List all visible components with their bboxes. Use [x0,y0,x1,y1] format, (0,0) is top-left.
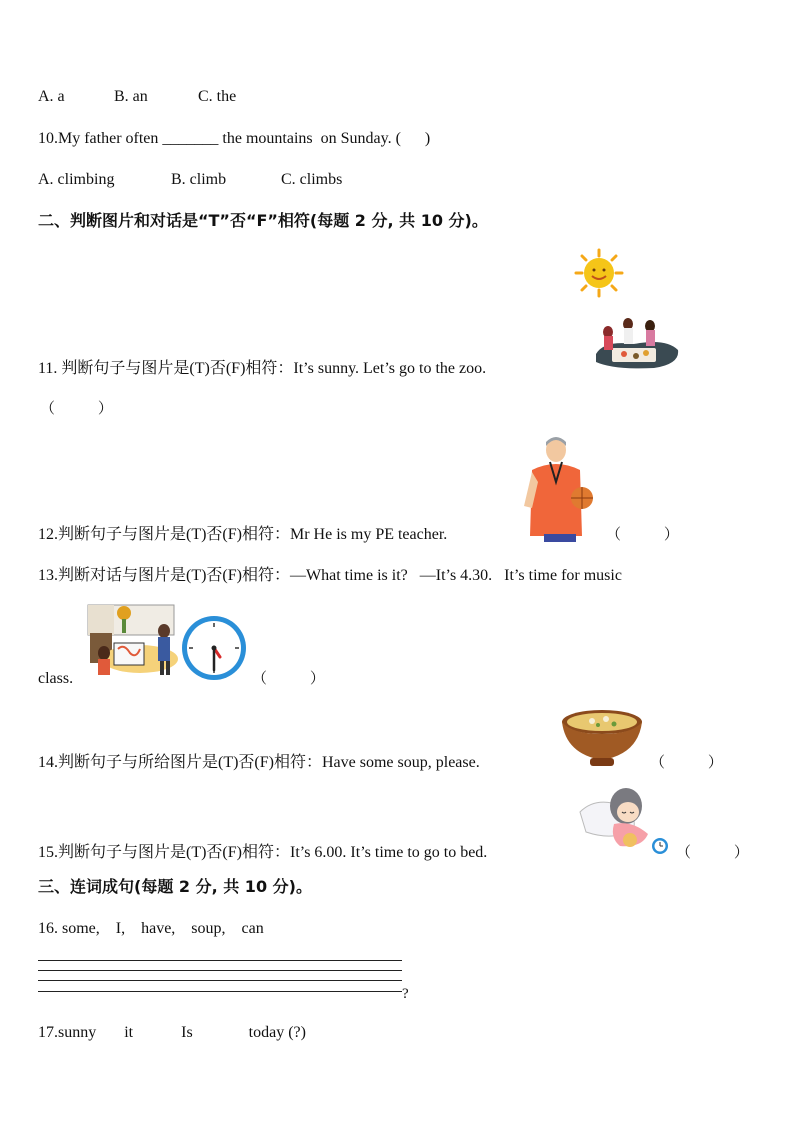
clock-icon [180,612,248,684]
q16-end-mark: ? [402,986,409,1002]
q9-option-c: C. the [198,88,237,105]
question-10 [38,129,430,149]
q10-blank: _______ [162,130,219,147]
q10-option-b: B. climb [171,171,227,188]
q10-suffix: the mountains on Sunday. ( ) [218,130,431,147]
soup-bowl-illustration [560,708,644,770]
question-13: 13.判断对话与图片是(T)否(F)相符：—What time is it? —It’s 4.30. It’s time for music [38,567,622,584]
music-class-illustration [84,603,180,685]
q9-option-a: A. a [38,88,65,105]
section-2-heading: 二、判断图片和对话是“T”否“F”相符(每题 2 分, 共 10 分)。 [38,211,488,230]
q14-answer-blank[interactable]: （ ） [650,753,723,771]
sun-icon [572,248,626,298]
question-14: 14.判断句子与所给图片是(T)否(F)相符：Have some soup, please. [38,754,480,771]
q11-answer-blank[interactable]: （ ） [40,399,113,417]
question-15: 15.判断句子与图片是(T)否(F)相符：It’s 6.00. It’s time to go to bed. [38,844,488,861]
answer-line-4[interactable] [38,991,402,992]
picnic-illustration [594,314,680,370]
question-11: 11. 判断句子与图片是(T)否(F)相符：It’s sunny. Let’s go to the zoo. [38,360,487,377]
answer-line-2[interactable] [38,970,402,971]
answer-line-1[interactable] [38,960,402,961]
answer-line-3[interactable] [38,980,402,981]
section-3-heading: 三、连词成句(每题 2 分, 共 10 分)。 [38,877,312,896]
pe-teacher-illustration [522,436,598,542]
q13-answer-blank[interactable]: （ ） [252,669,325,687]
q10-option-c: C. climbs [281,171,343,188]
q10-option-a: A. climbing [38,171,115,188]
question-12: 12.判断句子与图片是(T)否(F)相符：Mr He is my PE teacher. [38,526,448,543]
question-16: 16. some, I, have, soup, can [38,920,264,937]
question-17: 17.sunny it Is today (?) [38,1024,306,1041]
q13-continuation: class. [38,670,74,687]
q10-prefix: 10.My father often [38,130,163,147]
q9-option-b: B. an [114,88,148,105]
q15-answer-blank[interactable]: （ ） [676,843,749,861]
sleeping-child-illustration [576,782,672,860]
q12-answer-blank[interactable]: （ ） [606,525,679,543]
